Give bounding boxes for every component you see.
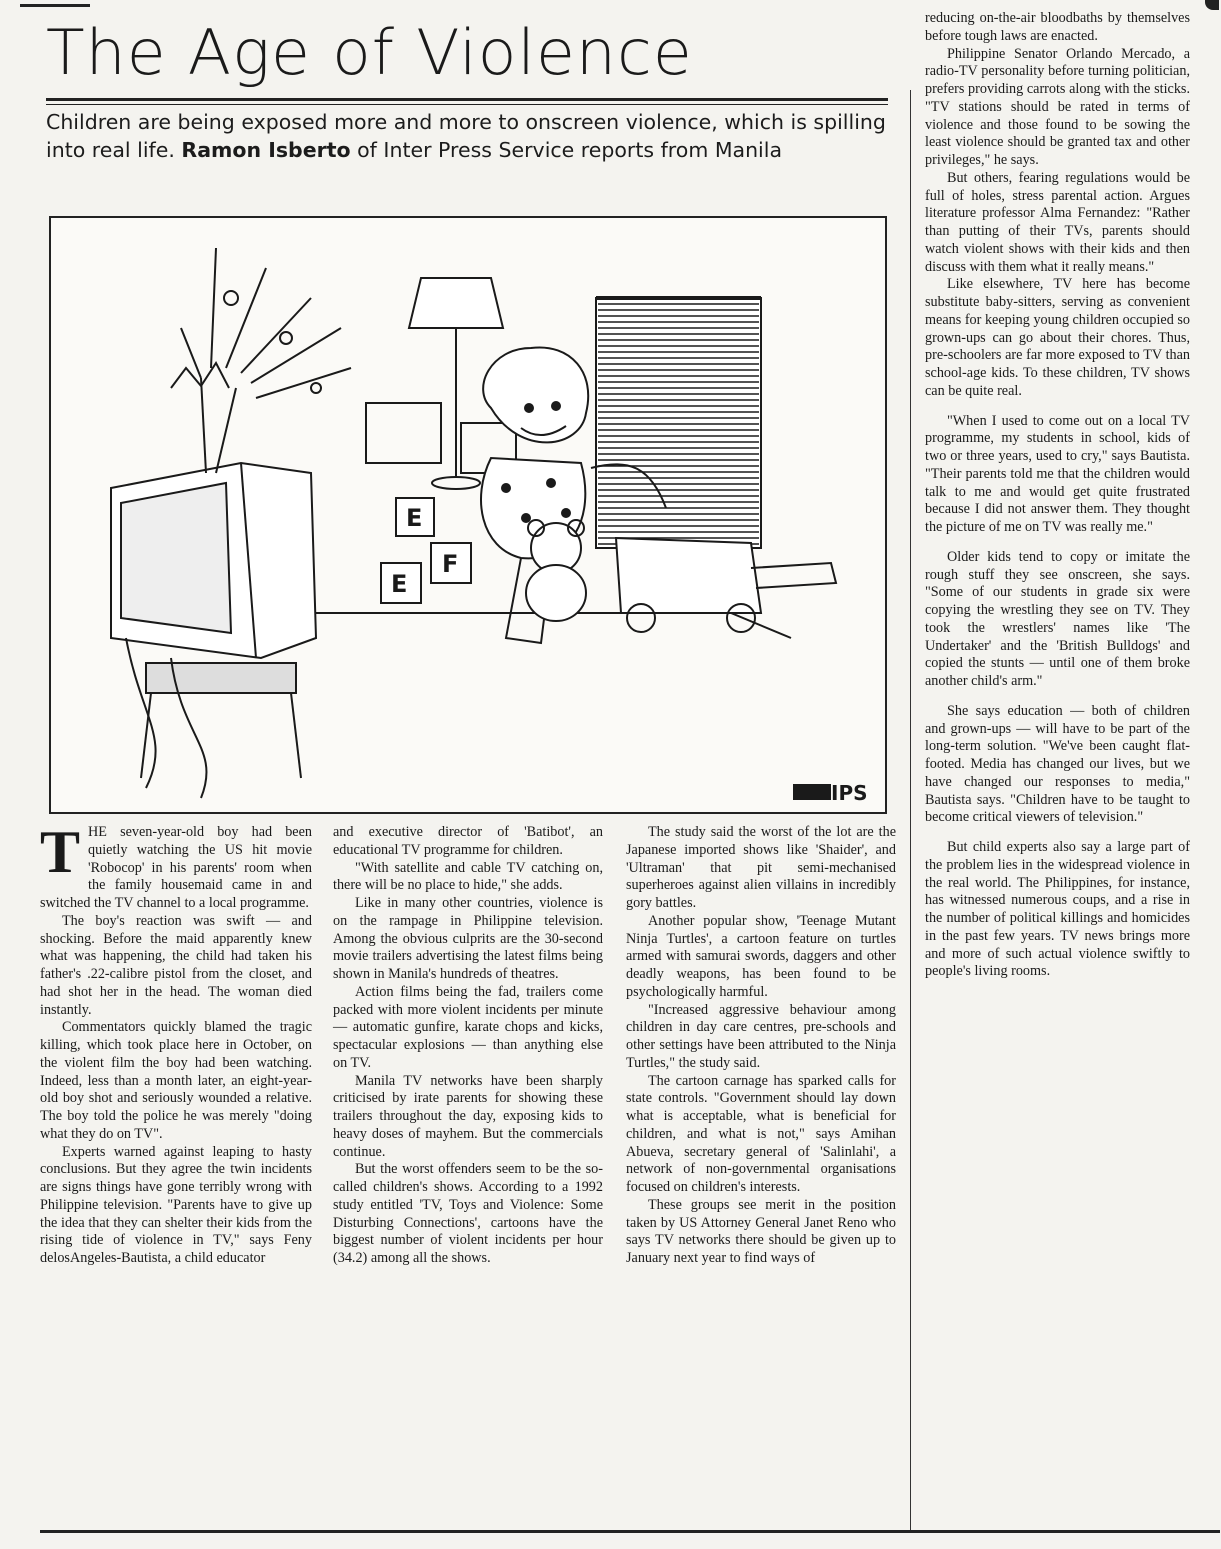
paragraph: Like elsewhere, TV here has become substitute baby-sitters, serving as convenient means for keeping young children occupied so grown-ups can go about their chores. Thus, pre-schoolers are far more exposed to TV than school-age kids. To these children, TV shows can be quite real. (925, 276, 1190, 399)
paragraph: "When I used to come out on a local TV programme, my students in school, kids of two or three years, used to cry," says Bautista. "Their parents told me that the children would talk to me and would get quite frustrated because I did not answer them. They thought the picture of me on TV was really me." (925, 412, 1190, 535)
deck-author: Ramon Isberto (181, 138, 351, 162)
headline-rule (46, 98, 888, 101)
article-column-2 (333, 824, 603, 1268)
paragraph: Action films being the fad, trailers come packed with more violent incidents per minute — automatic gunfire, karate chops and kicks, spectacular explosions — than anything else on TV. (333, 983, 603, 1071)
explosion-burst (171, 248, 351, 398)
paragraph: Experts warned against leaping to hasty conclusions. But they agree the twin incidents are signs things have gone terribly wrong with Philippine television. "Parents have to give up the idea that they can shelter their kids from the rising tide of violence in TV," says Feny delosAngeles-Bautista, a child educator (40, 1143, 312, 1266)
wall-picture (366, 403, 441, 463)
paragraph: Older kids tend to copy or imitate the rough stuff they see onscreen, she says. "Some of our students in grade six were copying the wrestling they see on TV. They took the wrestlers' names like 'The Undertaker' and the 'British Bulldogs' and copied the stunts — until one of them broke another child's arm." (925, 548, 1190, 689)
paragraph: "Increased aggressive behaviour among children in day care centres, pre-schools and other settings have been attributed to the Ninja Turtles," the study said. (626, 1001, 896, 1071)
illustration-credit (793, 781, 868, 805)
paragraph: Like in many other countries, violence is on the rampage in Philippine television. Among the obvious culprits are the 30-second movie trailers advertising the latest films being shown in Manila's hundreds of theatres. (333, 895, 603, 982)
paragraph: But the worst offenders seem to be the so-called children's shows. According to a 1992 study entitled 'TV, Toys and Violence: Some Disturbing Connections', cartoons have the biggest number of violent incidents per hour (34.2) among all the shows. (333, 1161, 603, 1266)
article-column-1 (40, 819, 312, 1268)
paragraph: The cartoon carnage has sparked calls for state controls. "Government should lay down what is acceptable, what is beneficial for children, and what is not," says Amihan Abueva, secretary general of 'Salinlahi', a network of non-governmental organisations focused on children's interests. (626, 1072, 896, 1195)
paragraph: "With satellite and cable TV catching on, there will be no place to hide," she adds. (333, 859, 603, 894)
article-column-4 (925, 10, 1190, 981)
paragraph: But others, fearing regulations would be full of holes, stress parental action. Argues literature professor Alma Fernandez: "Rather than putting of their TVs, parents should watch violent shows with their kids and then discuss with them what it really means." (925, 169, 1190, 275)
cartoon-illustration (49, 216, 887, 814)
toy-blocks (381, 498, 471, 603)
television (111, 378, 316, 798)
paragraph: Another popular show, 'Teenage Mutant Ninja Turtles', a cartoon feature on turtles armed with samurai swords, daggers and other deadly weapons, has been found to be psychologically harmful. (626, 912, 896, 1000)
top-rule (20, 4, 90, 7)
paragraph: The study said the worst of the lot are the Japanese imported shows like 'Shaider', and 'Ultraman' that pit semi-mechanised superheroes against alien villains in incredibly gory battles. (626, 824, 896, 911)
paragraph: These groups see merit in the position taken by US Attorney General Janet Reno who says TV networks there should be given up to January next year to find ways of (626, 1196, 896, 1266)
drop-cap: T (40, 819, 81, 885)
floor-line (281, 613, 791, 638)
bottom-rule (40, 1530, 1220, 1533)
toy-wagon (616, 538, 836, 632)
credit-text: IPS (831, 781, 868, 805)
paragraph: Philippine Senator Orlando Mercado, a radio-TV personality before turning politician, prefers providing carrots along with the sticks. "TV stations should be rated in terms of violence and those found to be sowing the least violence should be granted tax and other privileges," he says. (925, 45, 1190, 168)
deck-text: Children are being exposed more and more to onscreen violence, which is spilling into real life. (46, 110, 886, 162)
paragraph: Commentators quickly blamed the tragic killing, which took place here in October, on the violent film the boy had been watching. Indeed, less than a month later, an eight-year-old boy shot and seriously wounded a relative. The boy told the police he was merely "doing what they do on TV". (40, 1019, 312, 1142)
deck-text-end: of Inter Press Service reports from Manila (350, 138, 783, 162)
paragraph: But child experts also say a large part of the problem lies in the widespread violence in the real world. The Philippines, for instance, has witnessed numerous coups, and a rise in the number of political killings and homicides in the past few years. TV news brings more and more of such actual violence swiftly to people's living rooms. (925, 839, 1190, 980)
teddy-bear (526, 520, 586, 621)
block-letter: E (406, 504, 423, 532)
paragraph: HE seven-year-old boy had been quietly watching the US hit movie 'Robocop' in his parents' room when the family housemaid came in and switched the TV channel to a local programme. (40, 824, 312, 911)
paragraph: The boy's reaction was swift — and shocking. Before the maid apparently knew what was happening, the child had taken his father's .22-calibre pistol from the closet, and had shot her in the head. The woman died instantly. (40, 912, 312, 1018)
deck (46, 108, 892, 164)
paragraph: She says education — both of children and grown-ups — will have to be part of the long-term solution. "We've been caught flat-footed. Media has changed our lives, but we have changed our responses to media," Bautista says. "Children have to be taught to become critical viewers of television." (925, 702, 1190, 826)
block-letter: F (442, 550, 459, 578)
paragraph: Manila TV networks have been sharply criticised by irate parents for showing these trailers throughout the day, exposing kids to heavy doses of mayhem. But the commercials continue. (333, 1072, 603, 1160)
headline-rule-thin (46, 104, 888, 105)
paragraph: reducing on-the-air bloodbaths by themselves before tough laws are enacted. (925, 10, 1190, 44)
window-blinds (596, 298, 761, 548)
column-divider (910, 90, 911, 1530)
block-letter: E (391, 570, 408, 598)
article-column-3 (626, 824, 896, 1268)
headline: The Age of Violence (46, 16, 693, 89)
paragraph: and executive director of 'Batibot', an educational TV programme for children. (333, 824, 603, 858)
cartoon-drawing (51, 218, 885, 812)
page-corner-mark (1205, 0, 1219, 10)
